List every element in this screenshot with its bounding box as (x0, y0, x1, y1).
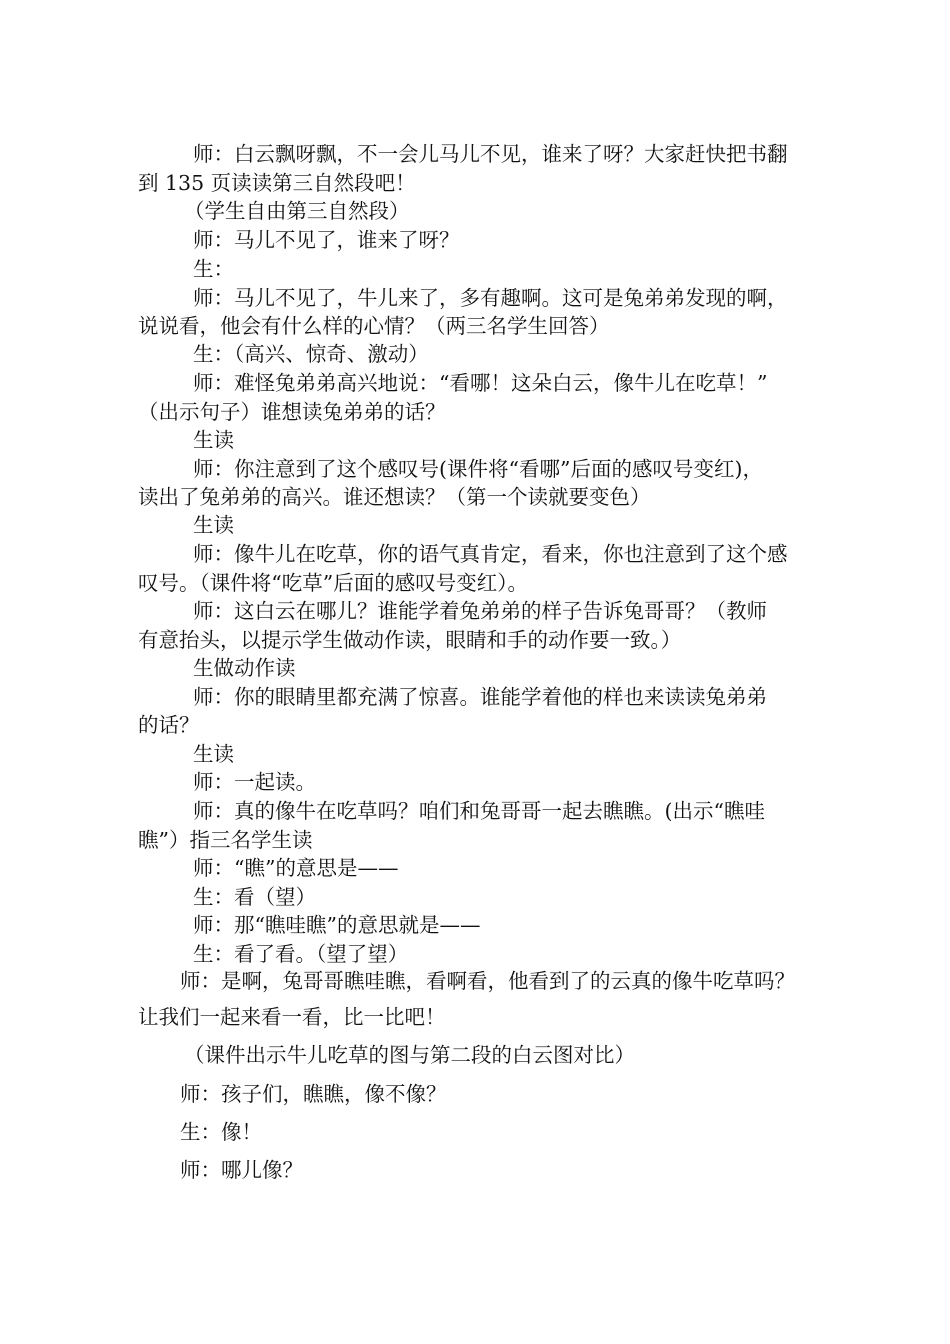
text-line: 师：这白云在哪儿？谁能学着兔弟弟的样子告诉兔哥哥？（教师 (193, 599, 767, 623)
text-line: 生：看（望） (193, 885, 316, 909)
text-line: 叹号。（课件将“吃草”后面的感叹号变红）。 (138, 571, 528, 595)
text-line: 说说看，他会有什么样的心情？（两三名学生回答） (138, 314, 610, 338)
text-line: 生：像！ (180, 1120, 262, 1144)
text-line: 师：像牛儿在吃草，你的语气真肯定，看来，你也注意到了这个感 (193, 542, 788, 566)
text-line: 师：马儿不见了，牛儿来了，多有趣啊。这可是兔弟弟发现的啊， (193, 286, 788, 310)
text-line: 生做动作读 (193, 656, 296, 680)
text-line: 生：（高兴、惊奇、激动） (193, 342, 429, 366)
text-line: 生：看了看。（望了望） (193, 942, 409, 966)
text-line: 生读 (193, 513, 234, 537)
text-line: 有意抬头，以提示学生做动作读，眼睛和手的动作要一致。） (138, 628, 682, 652)
text-line: 师：“瞧”的意思是—— (193, 856, 399, 880)
text-line: 师：难怪兔弟弟高兴地说：“看哪！这朵白云，像牛儿在吃草！” (193, 371, 768, 395)
text-line: 生： (193, 257, 234, 281)
text-line: 生读 (193, 428, 234, 452)
text-line: 师：你注意到了这个感叹号(课件将“看哪”后面的感叹号变红)， (193, 457, 763, 481)
text-line: （出示句子）谁想读兔弟弟的话？ (138, 400, 446, 424)
text-line: （课件出示牛儿吃草的图与第二段的白云图对比） (184, 1043, 635, 1067)
text-line: 师：孩子们，瞧瞧，像不像？ (180, 1082, 447, 1106)
text-line: 瞧”）指三名学生读 (138, 828, 313, 852)
text-line: 的话？ (138, 713, 200, 737)
text-line: 师：白云飘呀飘，不一会儿马儿不见，谁来了呀？大家赶快把书翻 (193, 142, 788, 166)
text-line: 读出了兔弟弟的高兴。谁还想读？（第一个读就要变色） (138, 485, 651, 509)
text-line: 到 135 页读读第三自然段吧！ (138, 171, 416, 195)
text-line: 师：你的眼睛里都充满了惊喜。谁能学着他的样也来读读兔弟弟 (193, 685, 767, 709)
text-line: 让我们一起来看一看，比一比吧！ (138, 1005, 446, 1029)
text-line: 生读 (193, 742, 234, 766)
text-line: 师：一起读。 (193, 770, 316, 794)
text-line: 师：真的像牛在吃草吗？咱们和兔哥哥一起去瞧瞧。(出示“瞧哇 (193, 799, 765, 823)
text-line: 师：马儿不见了，谁来了呀？ (193, 228, 460, 252)
text-line: 师：那“瞧哇瞧”的意思就是—— (193, 913, 481, 937)
text-line: 师：哪儿像？ (180, 1158, 303, 1182)
text-line: 师：是啊，兔哥哥瞧哇瞧，看啊看，他看到了的云真的像牛吃草吗？ (180, 969, 795, 993)
text-line: （学生自由第三自然段） (184, 199, 410, 223)
